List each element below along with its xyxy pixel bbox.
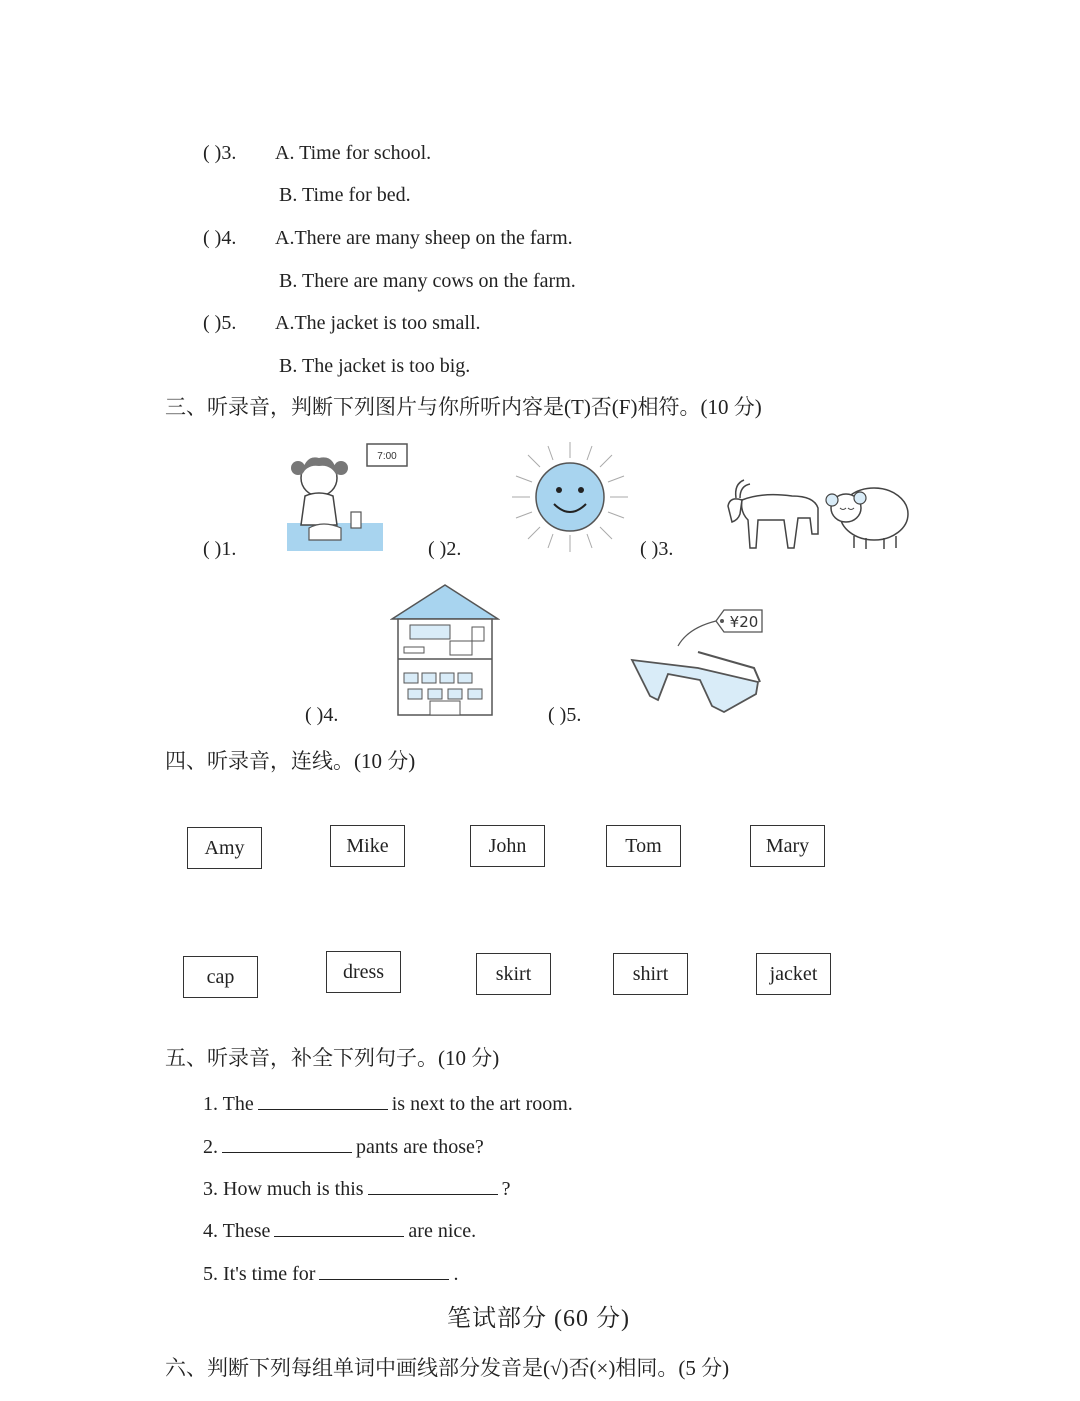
fill-sentence-1 bbox=[203, 1091, 573, 1114]
school-building-picture bbox=[390, 583, 500, 718]
s3-item-4: ( )4. bbox=[305, 704, 339, 726]
sentence-3-post: ? bbox=[501, 1178, 511, 1200]
fill-sentence-2 bbox=[203, 1134, 484, 1157]
girl-breakfast-picture bbox=[285, 440, 415, 555]
name-box-tom[interactable]: Tom bbox=[606, 825, 681, 867]
written-part-title: 笔试部分 (60 分) bbox=[447, 1306, 630, 1332]
name-box-john[interactable]: John bbox=[470, 825, 545, 867]
sentence-4-post: are nice. bbox=[408, 1220, 477, 1242]
section4-heading: 四、听录音，连线。(10 分) bbox=[165, 749, 416, 773]
q4-number: ( )4. bbox=[203, 227, 237, 249]
blank-2[interactable] bbox=[222, 1134, 352, 1153]
s3-item-1: ( )1. bbox=[203, 538, 237, 560]
clothes-box-skirt[interactable]: skirt bbox=[476, 953, 551, 995]
section6-heading: 六、判断下列每组单词中画线部分发音是(√)否(×)相同。(5 分) bbox=[165, 1356, 730, 1380]
name-box-amy[interactable]: Amy bbox=[187, 827, 262, 869]
sentence-1-pre: 1. The bbox=[203, 1093, 254, 1115]
sunglasses-picture bbox=[628, 608, 768, 720]
s3-item-2: ( )2. bbox=[428, 538, 462, 560]
q5-option-a: A.The jacket is too small. bbox=[275, 312, 481, 334]
section3-heading: 三、听录音，判断下列图片与你所听内容是(T)否(F)相符。(10 分) bbox=[165, 395, 762, 419]
fill-sentence-3 bbox=[203, 1176, 510, 1199]
sentence-1-post: is next to the art room. bbox=[391, 1093, 573, 1115]
clothes-box-cap[interactable]: cap bbox=[183, 956, 258, 998]
blank-1[interactable] bbox=[258, 1091, 388, 1110]
sentence-4-pre: 4. These bbox=[203, 1220, 271, 1242]
q3-option-b: B. Time for bed. bbox=[279, 184, 411, 206]
goat-sheep-picture bbox=[722, 478, 912, 553]
blank-3[interactable] bbox=[368, 1176, 498, 1195]
name-box-mary[interactable]: Mary bbox=[750, 825, 825, 867]
q3-number: ( )3. bbox=[203, 142, 237, 164]
clock-text: 7:00 bbox=[377, 451, 397, 462]
name-box-mike[interactable]: Mike bbox=[330, 825, 405, 867]
sentence-3-pre: 3. How much is this bbox=[203, 1178, 364, 1200]
sun-picture bbox=[510, 440, 630, 555]
q5-number: ( )5. bbox=[203, 312, 237, 334]
q5-option-b: B. The jacket is too big. bbox=[279, 355, 471, 377]
clothes-box-dress[interactable]: dress bbox=[326, 951, 401, 993]
sentence-5-pre: 5. It's time for bbox=[203, 1263, 316, 1285]
blank-5[interactable] bbox=[319, 1261, 449, 1280]
fill-sentence-4 bbox=[203, 1218, 476, 1241]
q3-option-a: A. Time for school. bbox=[275, 142, 432, 164]
q4-option-b: B. There are many cows on the farm. bbox=[279, 270, 576, 292]
blank-4[interactable] bbox=[274, 1218, 404, 1237]
s3-item-3: ( )3. bbox=[640, 538, 674, 560]
clothes-box-shirt[interactable]: shirt bbox=[613, 953, 688, 995]
price-tag-text: ¥20 bbox=[729, 613, 759, 631]
s3-item-5: ( )5. bbox=[548, 704, 582, 726]
q4-option-a: A.There are many sheep on the farm. bbox=[275, 227, 573, 249]
sentence-2-post: pants are those? bbox=[356, 1136, 484, 1158]
clothes-box-jacket[interactable]: jacket bbox=[756, 953, 831, 995]
section5-heading: 五、听录音，补全下列句子。(10 分) bbox=[165, 1046, 500, 1070]
sentence-5-post: . bbox=[453, 1263, 459, 1285]
fill-sentence-5 bbox=[203, 1261, 458, 1284]
sentence-2-pre: 2. bbox=[203, 1136, 218, 1158]
